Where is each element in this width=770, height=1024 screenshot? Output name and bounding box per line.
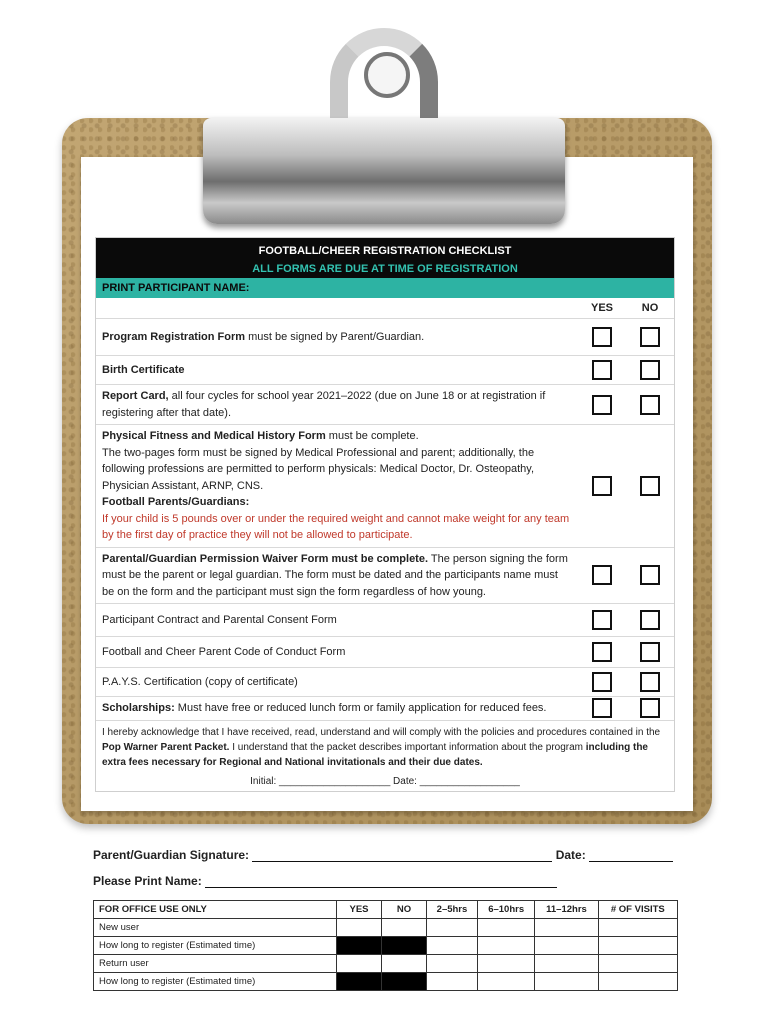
date-field[interactable] bbox=[589, 849, 673, 862]
checklist-title: FOOTBALL/CHEER REGISTRATION CHECKLIST bbox=[258, 245, 512, 257]
yes-checkbox[interactable] bbox=[592, 395, 612, 415]
table-row: How long to register (Estimated time) bbox=[94, 937, 678, 955]
checklist-item-physical-form: Physical Fitness and Medical History Form must be complete. The two-pages form must be signed by Medical Professional and parent; additionally, the following professions are permitted to perform physicals: Medical Doctor, Dr. Osteopathy, Physician Assistant, ARNP, CNS. Football Parents/Guardians: If your child is 5 pounds over or under the required weight and cannot make weight for any team by the first day of practice they will not be allowed to participate. bbox=[96, 425, 674, 548]
checklist-item-birth-certificate: Birth Certificate bbox=[96, 356, 674, 385]
yes-checkbox[interactable] bbox=[592, 698, 612, 718]
yes-no-header bbox=[96, 298, 674, 319]
checklist-item-scholarships: Scholarships: Must have free or reduced lunch form or family application for reduced fees. bbox=[96, 697, 674, 721]
checklist-item-code-of-conduct: Football and Cheer Parent Code of Conduct Form bbox=[96, 637, 674, 668]
parent-signature-field[interactable] bbox=[252, 849, 552, 862]
yes-checkbox[interactable] bbox=[592, 327, 612, 347]
no-checkbox[interactable] bbox=[640, 476, 660, 496]
registration-checklist bbox=[95, 237, 675, 792]
no-checkbox[interactable] bbox=[640, 360, 660, 380]
no-checkbox[interactable] bbox=[640, 395, 660, 415]
no-column-label: NO bbox=[641, 302, 659, 314]
no-checkbox[interactable] bbox=[640, 698, 660, 718]
yes-checkbox[interactable] bbox=[592, 565, 612, 585]
no-checkbox[interactable] bbox=[640, 642, 660, 662]
weight-warning: If your child is 5 pounds over or under the required weight and cannot make weight for any team by the first day of practice they will not be allowed to participate. bbox=[102, 512, 570, 541]
no-cell[interactable] bbox=[382, 955, 427, 973]
acknowledgement-text: I hereby acknowledge that I have received, read, understand and will comply with the policies and procedures contained in the Pop Warner Parent Packet. I understand that the packet describes important information about the program including the extra fees necessary for Regional and National invitationals and their due dates. bbox=[102, 726, 661, 768]
parent-signature-label: Parent/Guardian Signature: bbox=[93, 848, 250, 862]
print-name-label: Please Print Name: bbox=[93, 874, 202, 888]
participant-name-field[interactable]: PRINT PARTICIPANT NAME: bbox=[96, 278, 674, 298]
no-checkbox[interactable] bbox=[640, 565, 660, 585]
yes-column-label: YES bbox=[590, 302, 613, 314]
print-name-field[interactable] bbox=[205, 875, 557, 888]
yes-cell[interactable] bbox=[337, 955, 382, 973]
no-checkbox[interactable] bbox=[640, 610, 660, 630]
table-row: Return user bbox=[94, 955, 678, 973]
yes-checkbox[interactable] bbox=[592, 642, 612, 662]
yes-checkbox[interactable] bbox=[592, 610, 612, 630]
checklist-item-contract: Participant Contract and Parental Consent Form bbox=[96, 604, 674, 637]
checklist-subtitle: ALL FORMS ARE DUE AT TIME OF REGISTRATION bbox=[252, 263, 518, 275]
no-checkbox[interactable] bbox=[640, 672, 660, 692]
no-cell[interactable] bbox=[382, 919, 427, 937]
checklist-header bbox=[96, 238, 674, 278]
checklist-item-report-card: Report Card, all four cycles for school year 2021–2022 (due on June 18 or at registration if registering after that date). bbox=[96, 385, 674, 425]
metal-clip-icon bbox=[203, 118, 565, 224]
table-row: How long to register (Estimated time) bbox=[94, 973, 678, 991]
checklist-item-waiver-form: Parental/Guardian Permission Waiver Form must be complete. The person signing the form must be the parent or legal guardian. The form must be dated and the participants name must be on the form and the participant must sign the form regardless of how young. bbox=[96, 548, 674, 605]
yes-cell[interactable] bbox=[337, 919, 382, 937]
office-table-header: FOR OFFICE USE ONLY YES NO 2–5hrs 6–10hrs 11–12hrs # OF VISITS bbox=[94, 901, 678, 919]
table-row: New user bbox=[94, 919, 678, 937]
checklist-item-pays: P.A.Y.S. Certification (copy of certificate) bbox=[96, 668, 674, 697]
yes-checkbox[interactable] bbox=[592, 360, 612, 380]
date-label: Date: bbox=[555, 848, 586, 862]
initial-date-line[interactable]: Initial: ____________________ Date: __________________ bbox=[250, 775, 520, 787]
no-checkbox[interactable] bbox=[640, 327, 660, 347]
signature-section bbox=[93, 848, 678, 888]
office-use-table bbox=[93, 900, 678, 991]
clip-hole-icon bbox=[364, 52, 410, 98]
yes-checkbox[interactable] bbox=[592, 672, 612, 692]
checklist-item-program-form: Program Registration Form must be signed by Parent/Guardian. bbox=[96, 319, 674, 356]
yes-checkbox[interactable] bbox=[592, 476, 612, 496]
